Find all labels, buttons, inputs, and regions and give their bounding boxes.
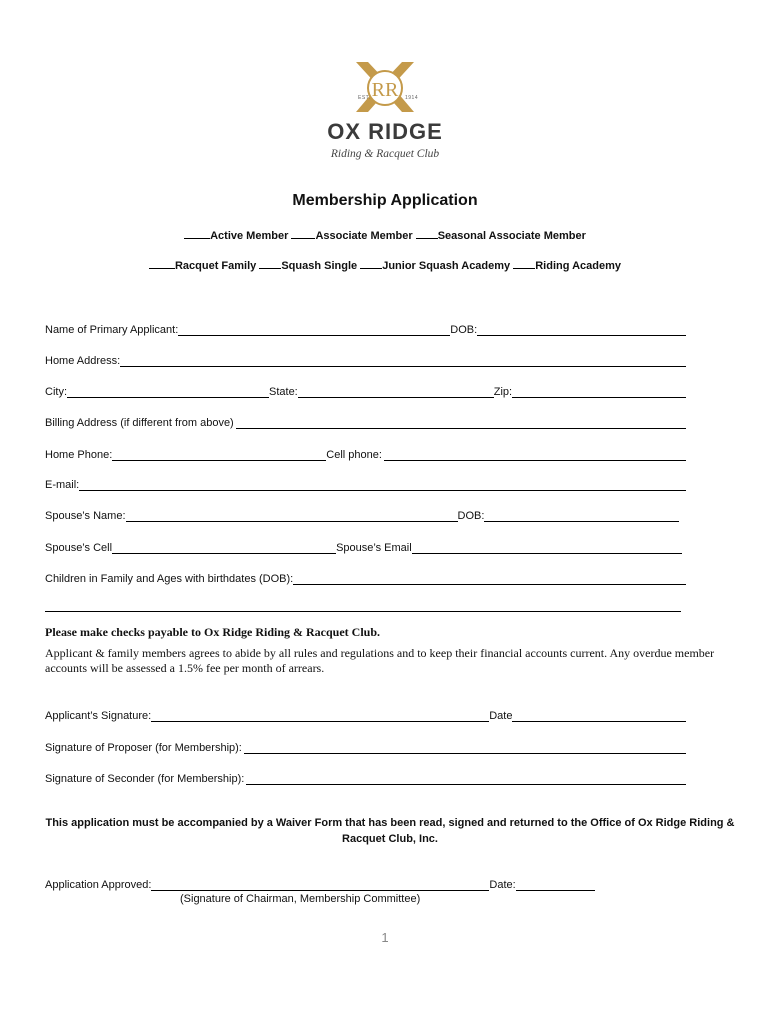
option-junior-squash: Junior Squash Academy <box>382 260 511 272</box>
home-phone-field[interactable] <box>112 450 326 461</box>
option-active-member: Active Member <box>210 230 289 242</box>
terms-paragraph: Applicant & family members agrees to abide by all rules and regulations and to keep their financial accounts current. Any overdue member accounts will be assessed a 1.5% fee per month of arrears. <box>45 646 715 675</box>
club-logo <box>318 60 452 164</box>
home-address-row <box>45 351 686 367</box>
seasonal-member-blank[interactable] <box>416 229 438 239</box>
option-seasonal-associate: Seasonal Associate Member <box>437 230 586 242</box>
waiver-line-2: Racquet Club, Inc. <box>342 833 438 845</box>
home-address-label: Home Address: <box>45 355 121 367</box>
primary-applicant-row <box>45 320 686 336</box>
signature-date-label: Date <box>489 710 513 722</box>
waiver-requirement <box>40 815 740 847</box>
spouse-contact-row <box>45 538 682 554</box>
primary-dob-field[interactable] <box>477 325 686 336</box>
email-label: E-mail: <box>45 479 80 491</box>
active-member-blank[interactable] <box>184 229 210 239</box>
applicant-signature-row <box>45 706 686 722</box>
approval-date-field[interactable] <box>516 880 595 891</box>
membership-type-options <box>0 229 770 242</box>
phone-row <box>45 445 686 461</box>
svg-text:RR: RR <box>371 79 399 101</box>
spouse-name-row <box>45 506 679 522</box>
approval-date-label: Date: <box>489 879 516 891</box>
city-state-zip-row <box>45 382 686 398</box>
children-extra-line[interactable] <box>45 601 681 612</box>
associate-member-blank[interactable] <box>291 229 315 239</box>
squash-single-blank[interactable] <box>259 259 281 269</box>
home-address-field[interactable] <box>120 356 686 367</box>
cell-phone-label: Cell phone: <box>326 449 382 461</box>
billing-address-label: Billing Address (if different from above) <box>45 417 234 429</box>
spouse-cell-field[interactable] <box>112 543 336 554</box>
club-tagline: Riding & Racquet Club <box>330 148 440 160</box>
zip-label: Zip: <box>493 386 513 398</box>
club-name: OX RIDGE <box>327 119 443 144</box>
applicant-signature-field[interactable] <box>151 711 489 722</box>
home-phone-label: Home Phone: <box>45 449 113 461</box>
approval-label: Application Approved: <box>45 879 152 891</box>
spouse-name-field[interactable] <box>126 511 458 522</box>
approval-signature-field[interactable] <box>151 880 489 891</box>
email-field[interactable] <box>79 480 686 491</box>
primary-dob-label: DOB: <box>450 324 478 336</box>
proposer-field[interactable] <box>244 743 686 754</box>
option-squash-single: Squash Single <box>281 260 358 272</box>
applicant-signature-label: Applicant’s Signature: <box>45 710 152 722</box>
state-field[interactable] <box>298 387 494 398</box>
proposer-row <box>45 738 686 754</box>
approval-row <box>45 875 595 891</box>
seconder-field[interactable] <box>246 774 686 785</box>
spouse-dob-field[interactable] <box>484 511 679 522</box>
approval-caption: (Signature of Chairman, Membership Committee) <box>180 893 421 905</box>
cell-phone-field[interactable] <box>384 450 686 461</box>
primary-name-label: Name of Primary Applicant: <box>45 324 179 336</box>
junior-squash-blank[interactable] <box>360 259 382 269</box>
payment-notice: Please make checks payable to Ox Ridge Riding & Racquet Club. <box>45 625 381 639</box>
children-label: Children in Family and Ages with birthdates (DOB): <box>45 573 294 585</box>
signature-date-field[interactable] <box>512 711 686 722</box>
children-field[interactable] <box>293 574 686 585</box>
ox-monogram-icon <box>352 60 418 116</box>
proposer-label: Signature of Proposer (for Membership): <box>45 742 242 754</box>
billing-address-row <box>45 413 686 429</box>
primary-name-field[interactable] <box>178 325 450 336</box>
email-row <box>45 475 686 491</box>
spouse-cell-label: Spouse’s Cell <box>45 542 113 554</box>
est-label: EST. <box>358 95 371 101</box>
billing-address-field[interactable] <box>236 418 686 429</box>
riding-academy-blank[interactable] <box>513 259 535 269</box>
children-row <box>45 569 686 585</box>
spouse-dob-label: DOB: <box>457 510 485 522</box>
est-year: 1914 <box>405 95 419 101</box>
waiver-line-1: This application must be accompanied by a Waiver Form that has been read, signed and returned to the Office of Ox Ridge Riding & <box>45 817 735 829</box>
spouse-email-label: Spouse’s Email <box>336 542 412 554</box>
racquet-family-blank[interactable] <box>149 259 175 269</box>
option-associate-member: Associate Member <box>315 230 413 242</box>
zip-field[interactable] <box>512 387 686 398</box>
spouse-email-field[interactable] <box>412 543 682 554</box>
program-options <box>0 259 770 272</box>
seconder-label: Signature of Seconder (for Membership): <box>45 773 245 785</box>
city-label: City: <box>45 386 67 398</box>
state-label: State: <box>269 386 298 398</box>
seconder-row <box>45 769 686 785</box>
page-title: Membership Application <box>292 192 478 209</box>
option-racquet-family: Racquet Family <box>174 260 257 272</box>
page-number: 1 <box>381 930 389 945</box>
city-field[interactable] <box>67 387 269 398</box>
option-riding-academy: Riding Academy <box>535 260 622 272</box>
spouse-name-label: Spouse’s Name: <box>45 510 126 522</box>
